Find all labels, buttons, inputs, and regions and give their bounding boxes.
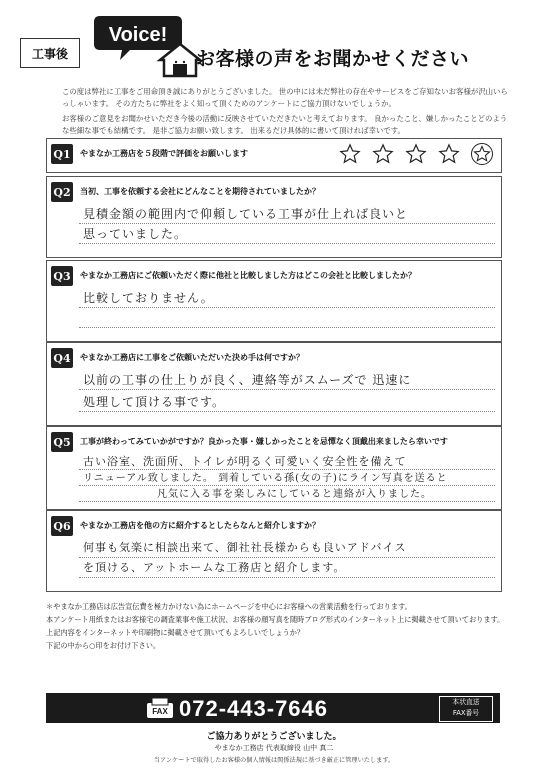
- star-icon[interactable]: [438, 143, 460, 165]
- fax-direct-line1: 本状直送: [452, 698, 480, 706]
- star-icon[interactable]: [339, 143, 361, 165]
- fax-number: 072-443-7646: [179, 696, 329, 721]
- thanks-message: ご協力ありがとうございました。: [206, 732, 342, 742]
- star-icon[interactable]: [405, 143, 427, 165]
- question-q2: [46, 176, 502, 258]
- question-text: 工事が終わってみていかがですか？良かった事・嫌しかったことを忌憚なく頂戴出来ましたら幸いです: [80, 437, 448, 446]
- footnote-line: 下記の中から○印をお付け下さい。: [46, 641, 161, 650]
- question-text: やまなか工務店を５段階で評価をお願いします: [80, 149, 248, 158]
- logo-text: Voice!: [108, 24, 168, 46]
- fax-label: FAX: [152, 707, 168, 716]
- star-icon[interactable]: [372, 143, 394, 165]
- intro-text: [62, 86, 510, 140]
- answer-line: 以前の工事の仕上りが良く、連絡等がスムーズで 迅速に: [83, 373, 412, 387]
- answer-line: を頂ける、アットホームな工務店と紹介します。: [83, 561, 346, 574]
- question-number: Q4: [51, 348, 73, 368]
- question-number: Q6: [51, 516, 73, 536]
- page-title: お客様の声をお聞かせください: [196, 48, 470, 70]
- question-text: やまなか工務店に工事をご依頼いただいた決め手は何ですか？: [80, 353, 304, 362]
- question-number: Q1: [51, 144, 73, 164]
- question-text: 当初、工事を依頼する会社にどんなことを期待されていましたか？: [80, 187, 320, 196]
- rating-stars: [339, 143, 493, 165]
- question-q3: [46, 260, 502, 342]
- fax-bar: [46, 693, 500, 723]
- question-q4: [46, 342, 502, 426]
- footnote-line: 本アンケート用紙またはお客様宅の調査業事や施工状況、お客様の顔写真を随時ブログ形式のインターネット上に掲載させて頂いております。: [46, 615, 505, 624]
- question-text: やまなか工務店を他の方に紹介するとしたらなんと紹介しますか？: [80, 521, 320, 530]
- question-number: Q2: [51, 182, 73, 202]
- star-circled-icon[interactable]: [471, 143, 493, 165]
- answer-line: 古い浴室、洗面所、トイレが明るく可愛いく安全性を備えて: [83, 455, 407, 468]
- voice-house-logo: [90, 14, 210, 78]
- answer-line: 思っていました。: [83, 227, 188, 241]
- question-number: Q3: [51, 266, 73, 286]
- answer-line: 比較しておりません。: [83, 291, 214, 305]
- company-signature: やまなか工務店 代表取締役 山中 真二: [214, 744, 334, 752]
- after-work-tag: 工事後: [20, 38, 80, 68]
- answer-line: 何事も気楽に相談出来て、御社社長様からも良いアドバイス: [83, 541, 407, 554]
- answer-line: 凡気に入る事を楽しみにしていると連絡が入りました。: [157, 489, 432, 500]
- fax-direct-line2: FAX番号: [452, 709, 480, 717]
- fax-direct-label: [439, 696, 493, 722]
- answer-line: 見積金額の範囲内で仰頼している工事が仕上れば良いと: [83, 207, 409, 221]
- footnotes: [46, 600, 516, 652]
- footnote-line: 上記内容をインターネットや印刷物に掲載させて頂いてもよろしいでしょうか？: [46, 628, 305, 637]
- privacy-note: 当アンケートで取得したお客様の個人情報は関係法規に基づき厳正に管理いたします。: [153, 757, 395, 764]
- footnote-line: ＊やまなか工務店は広告宣伝費を極力かけない為にホームページを中心にお客様への営業活動を行っております。: [46, 602, 412, 611]
- question-number: Q5: [51, 432, 73, 452]
- question-text: やまなか工務店にご依頼いただく際に他社と比較しました方はどこの会社と比較しましたか？: [80, 271, 416, 280]
- question-q1: [46, 138, 502, 173]
- answer-line: 処理して頂ける事です。: [83, 395, 226, 409]
- intro-paragraph: この度は弊社に工事をご用命頂き誠にありがとうございました。 世の中には未だ弊社の存在やサービスをご存知ないお客様が沢山いらっしゃいます。 その方たちに弊社をよく知って頂くためのアンケートにご協力頂けないでしょうか。: [62, 87, 508, 108]
- fax-machine-icon: [146, 697, 174, 719]
- answer-line: リニューアル致しました。 到着している孫(女の子)にライン写真を送ると: [83, 473, 448, 484]
- intro-paragraph: お客様のご意見をお聞かせいただき今後の活動に反映させていただきたいと考えております。 良かったこと、嫌しかったことどのような些細な事でも結構です。 是非ご協力お願い致します。 出来るだけ具体的に書いて頂ければ幸いです。: [62, 114, 508, 135]
- question-q5: [46, 426, 502, 510]
- question-q6: [46, 510, 502, 592]
